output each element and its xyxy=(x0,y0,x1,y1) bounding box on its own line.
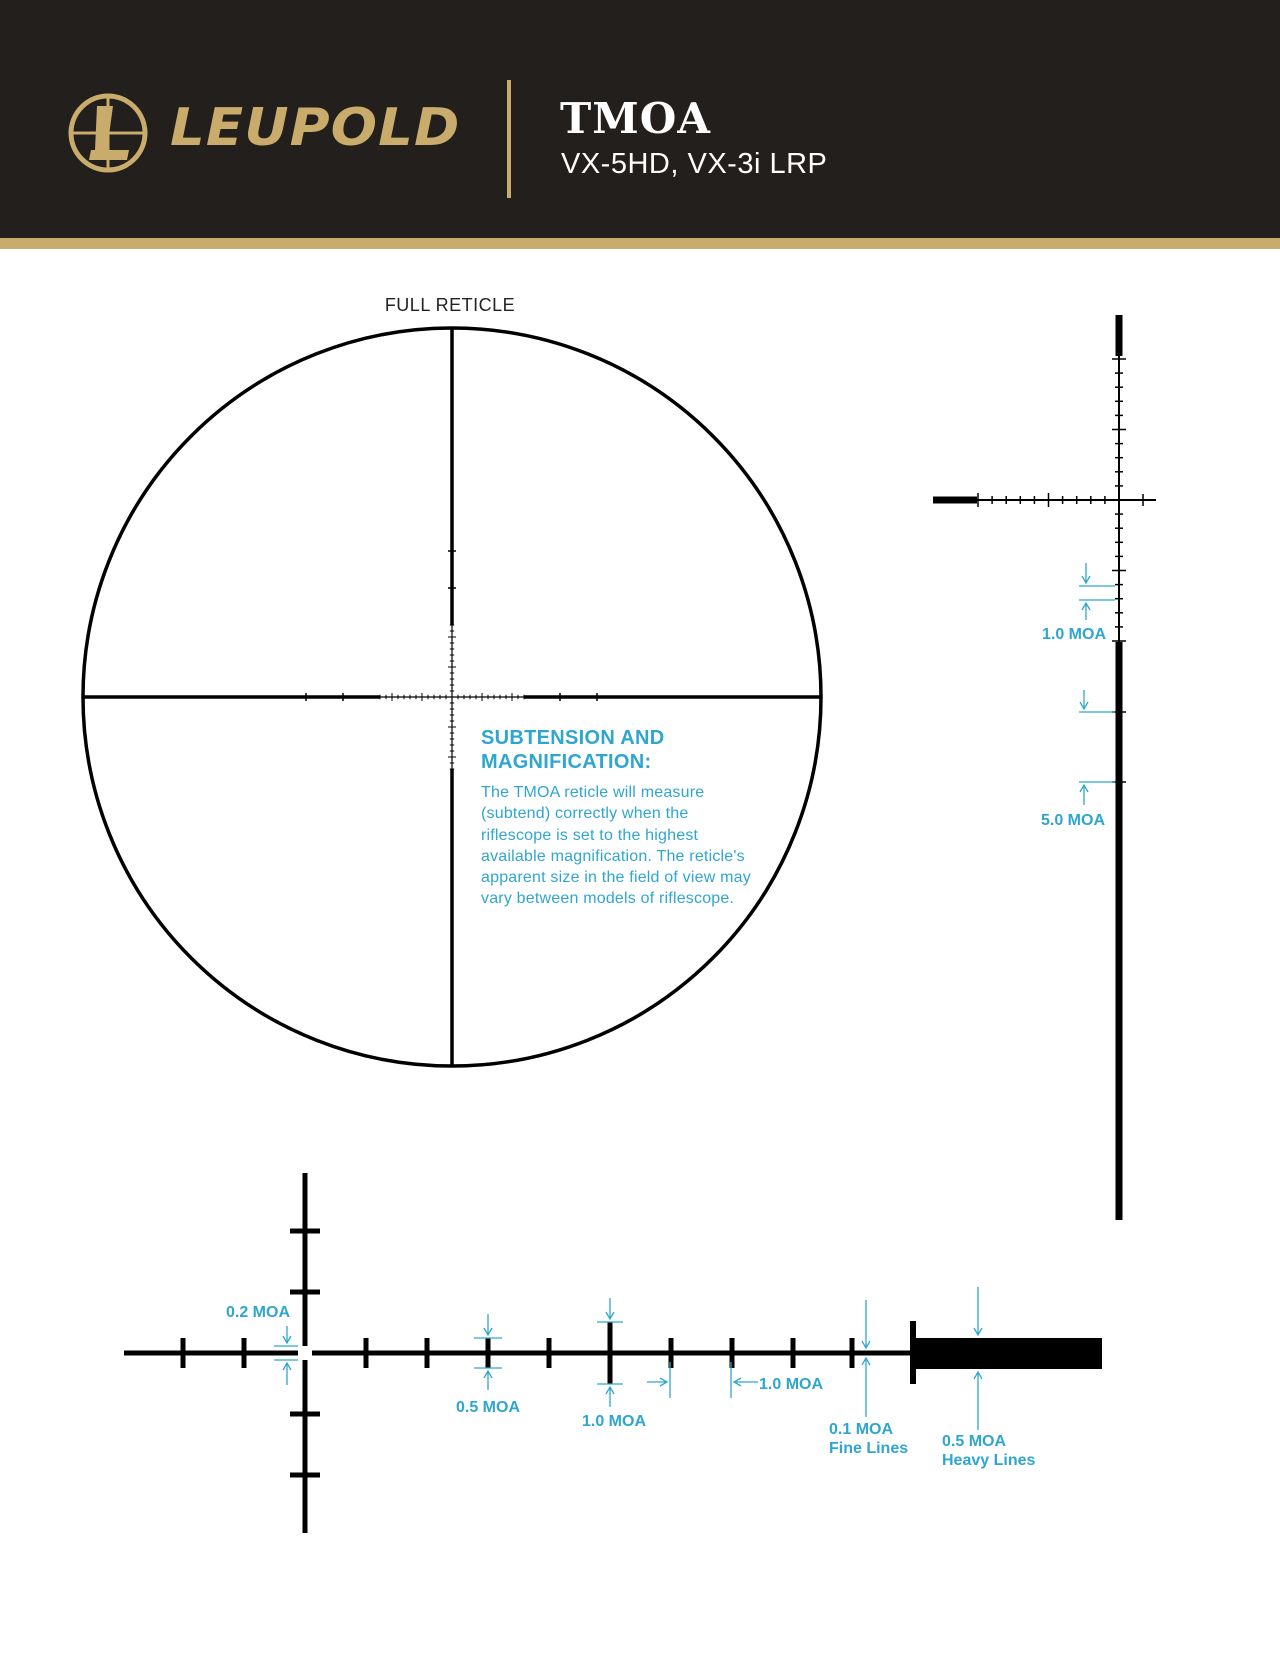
label-1-moa-vertical: 1.0 MOA xyxy=(1041,626,1107,643)
brand-name: LEUPOLD xyxy=(170,98,461,158)
subtension-body: The TMOA reticle will measure (subtend) correctly when the riflescope is set to the highest available magnification. The reticle's apparent size in the field of view may vary between models of riflescope. xyxy=(481,784,751,908)
label-heavy-lines: 0.5 MOA Heavy Lines xyxy=(942,1433,1036,1469)
horizontal-detail xyxy=(124,1173,1102,1533)
vertical-annotations xyxy=(1079,563,1115,805)
vertical-detail xyxy=(933,315,1156,1220)
label-0-5-moa: 0.5 MOA xyxy=(455,1399,521,1416)
compatible-models: VX-5HD, VX-3i LRP xyxy=(561,148,828,180)
full-reticle-view xyxy=(83,328,821,1066)
horizontal-annotations xyxy=(274,1287,982,1430)
subtension-info xyxy=(481,726,756,910)
label-1-0-moa-major: 1.0 MOA xyxy=(581,1413,647,1430)
label-5-moa-vertical: 5.0 MOA xyxy=(1040,812,1106,829)
label-1-0-moa-spacing: 1.0 MOA xyxy=(759,1376,824,1393)
detail-heavy-post xyxy=(912,1338,1102,1369)
label-0-2-moa: 0.2 MOA xyxy=(225,1304,291,1321)
subtension-heading: SUBTENSION AND MAGNIFICATION: xyxy=(481,727,665,773)
label-fine-lines: 0.1 MOA Fine Lines xyxy=(829,1421,909,1457)
full-reticle-title: FULL RETICLE xyxy=(384,295,516,315)
reticle-title: TMOA xyxy=(560,94,711,143)
